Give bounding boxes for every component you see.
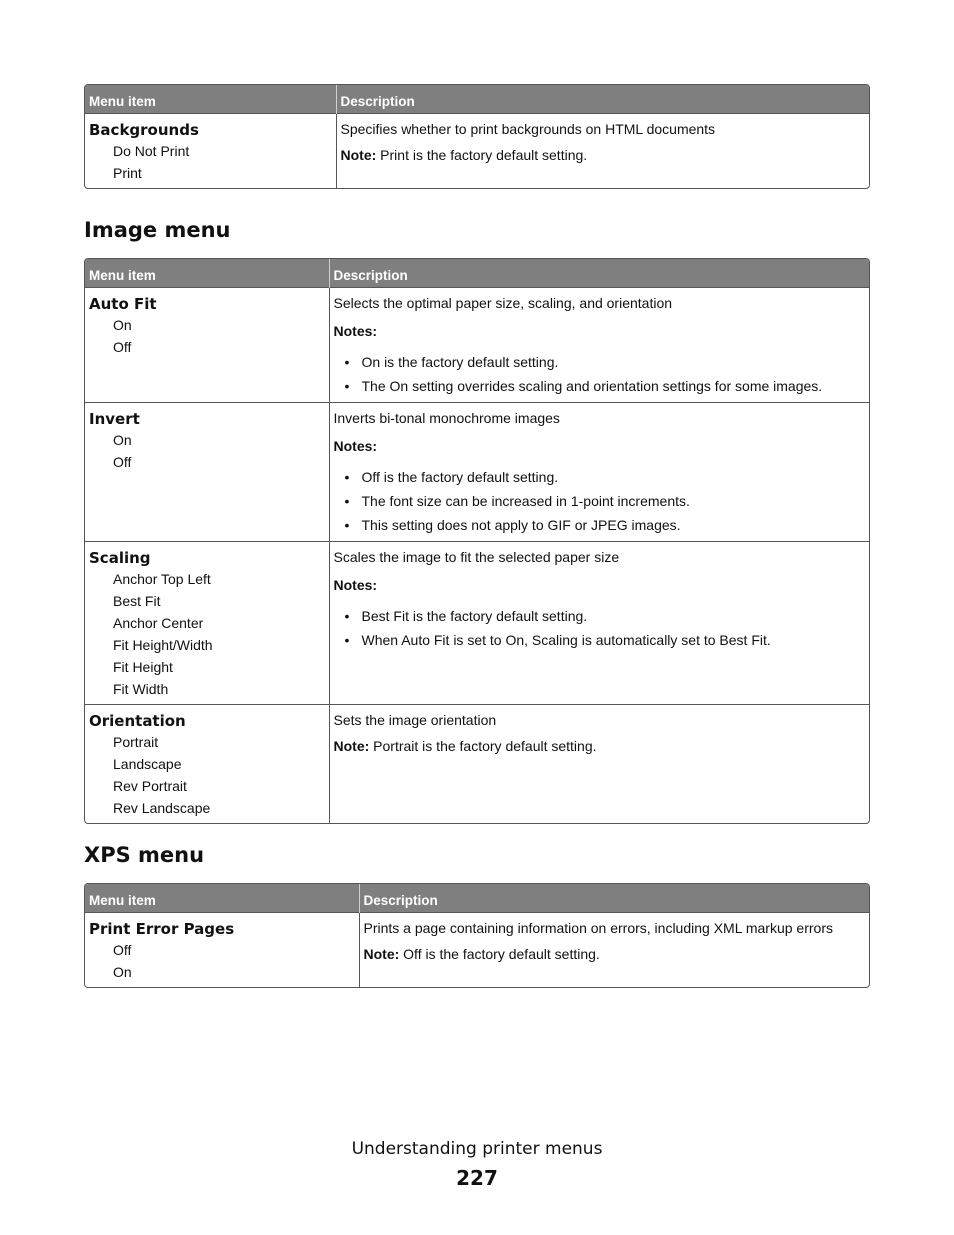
menu-item-cell [85, 541, 329, 704]
description-cell [329, 287, 869, 402]
note-bullet: • On is the factory default setting. [334, 350, 866, 374]
column-header-description: Description [336, 85, 869, 113]
menu-item-option: Off [113, 941, 132, 958]
menu-item-option: On [113, 963, 132, 980]
menu-item-name: Invert [89, 409, 140, 428]
table-row [85, 402, 869, 541]
menu-item-name: Backgrounds [89, 120, 199, 139]
note [364, 945, 866, 963]
html-menu-table [84, 84, 870, 189]
menu-item-option: Print [113, 164, 142, 181]
note [341, 146, 866, 164]
menu-item-option: Rev Portrait [113, 777, 187, 794]
table-row [85, 113, 869, 188]
menu-item-option: Best Fit [113, 592, 161, 609]
column-header-menu-item: Menu item [85, 85, 336, 113]
image-menu-table [84, 258, 870, 824]
description-text: Selects the optimal paper size, scaling, and orientation [333, 294, 673, 311]
xps-menu-table [84, 883, 870, 988]
notes-list [334, 350, 866, 398]
note-bullet: • Off is the factory default setting. [334, 465, 866, 489]
menu-item-name: Orientation [89, 711, 186, 730]
menu-item-option: Portrait [113, 733, 159, 750]
note [334, 737, 866, 755]
description-cell [336, 113, 869, 188]
note-text: Print is the factory default setting. [376, 146, 588, 163]
table-row [85, 541, 869, 704]
column-header-menu-item: Menu item [85, 259, 329, 287]
menu-item-option: Anchor Center [113, 614, 204, 631]
note-label: Note: [333, 737, 370, 754]
menu-item-option: Landscape [113, 755, 182, 772]
description-cell [359, 912, 869, 987]
menu-item-option: Off [113, 453, 132, 470]
menu-item-name: Auto Fit [89, 294, 157, 313]
menu-item-cell [85, 113, 336, 188]
description-cell [329, 704, 869, 823]
note-bullet: • The On setting overrides scaling and orientation settings for some images. [334, 374, 866, 398]
notes-label: Notes: [333, 322, 378, 339]
notes-label: Notes: [333, 576, 378, 593]
note-bullet: • This setting does not apply to GIF or JPEG images. [334, 513, 866, 537]
column-header-description: Description [359, 884, 869, 912]
table-row [85, 704, 869, 823]
notes-list [334, 604, 866, 652]
menu-item-option: Anchor Top Left [113, 570, 211, 587]
description-text: Inverts bi-tonal monochrome images [333, 409, 560, 426]
notes-label: Notes: [333, 437, 378, 454]
note-bullet: • The font size can be increased in 1-point increments. [334, 489, 866, 513]
menu-item-option: On [113, 431, 132, 448]
menu-item-name: Scaling [89, 548, 151, 567]
description-cell [329, 402, 869, 541]
menu-item-cell [85, 912, 359, 987]
menu-item-cell [85, 704, 329, 823]
note-text: Portrait is the factory default setting. [369, 737, 597, 754]
menu-item-option: Off [113, 338, 132, 355]
menu-item-option: Fit Height [113, 658, 173, 675]
menu-item-option: Fit Width [113, 680, 169, 697]
column-header-menu-item: Menu item [85, 884, 359, 912]
description-cell [329, 541, 869, 704]
menu-item-option: Rev Landscape [113, 799, 211, 816]
section-title-image-menu: Image menu [84, 218, 231, 242]
notes-list [334, 465, 866, 537]
section-title-xps-menu: XPS menu [84, 843, 205, 867]
table-row [85, 912, 869, 987]
description-text: Specifies whether to print backgrounds on HTML documents [340, 120, 716, 137]
note-label: Note: [340, 146, 377, 163]
menu-item-cell [85, 402, 329, 541]
menu-item-option: On [113, 316, 132, 333]
menu-item-option: Fit Height/Width [113, 636, 213, 653]
note-text: Off is the factory default setting. [399, 945, 600, 962]
menu-item-option: Do Not Print [113, 142, 190, 159]
footer-section-title: Understanding printer menus [351, 1139, 603, 1159]
table-row [85, 287, 869, 402]
column-header-description: Description [329, 259, 869, 287]
note-bullet: • When Auto Fit is set to On, Scaling is automatically set to Best Fit. [334, 628, 866, 652]
note-label: Note: [363, 945, 400, 962]
menu-item-cell [85, 287, 329, 402]
menu-item-name: Print Error Pages [89, 919, 235, 938]
description-text: Sets the image orientation [333, 711, 497, 728]
note-bullet: • Best Fit is the factory default setting. [334, 604, 866, 628]
description-text: Prints a page containing information on errors, including XML markup errors [363, 919, 833, 936]
page-number: 227 [456, 1166, 498, 1190]
description-text: Scales the image to fit the selected paper size [333, 548, 620, 565]
